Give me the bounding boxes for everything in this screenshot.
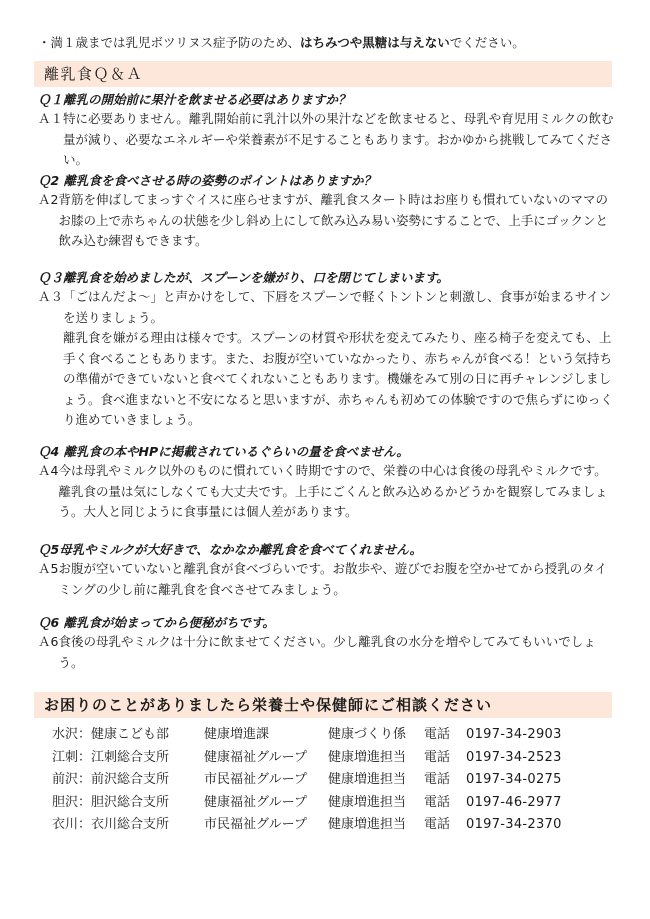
contact-row (52, 814, 606, 837)
contact-group: 健康増進課 (204, 727, 270, 742)
answer-label: Ａ5 (38, 561, 59, 576)
contact-unit: 健康増進担当 (328, 749, 407, 765)
contact-group: 健康福祉グループ (204, 794, 307, 810)
answer-text: 「ごはんだよ～」と声かけをして、下唇をスプーンで軽くトントンと刺激し、食事が始まるサインを送りましょう。 (63, 289, 612, 325)
contact-row (52, 747, 606, 770)
contact-tel: 0197-34-2370 (466, 817, 562, 832)
contact-tel-label: 電話 (424, 727, 451, 742)
answer (38, 190, 616, 252)
answer (38, 461, 616, 523)
question: Ｑ３離乳食を始めましたが、スプーンを嫌がり、口を閉じてしまいます。 (38, 270, 449, 285)
question: Ｑ2 離乳食を食べさせる時の姿勢のポイントはありますか？ (38, 173, 377, 188)
contact-unit: 健康づくり係 (328, 727, 407, 742)
qa-item (38, 91, 616, 171)
answer (38, 109, 616, 171)
contact-office: 前沢：前沢総合支所 (52, 772, 170, 787)
contact-list (52, 724, 606, 837)
answer-label: Ａ2 (38, 192, 59, 207)
qa-item (38, 443, 616, 523)
contact-unit: 健康増進担当 (328, 794, 407, 810)
answer (38, 632, 616, 673)
question: Ｑ4 離乳食の本やHPに掲載されているぐらいの量を食べません。 (38, 444, 409, 459)
answer-label: Ａ6 (38, 634, 59, 649)
contact-tel-label: 電話 (424, 794, 451, 810)
question: Ｑ１離乳の開始前に果汁を飲ませる必要はありますか？ (38, 92, 351, 107)
contact-row (52, 792, 606, 815)
contact-heading: お困りのことがありましたら栄養士や保健師にご相談ください (44, 696, 493, 714)
answer-text: 特に必要ありません。離乳開始前に乳汁以外の果汁などを飲ませると、母乳や育児用ミルクの飲む量が減り、必要なエネルギーや栄養素が不足することもあります。おかゆから挑戦してみてください。 (63, 111, 614, 167)
contact-row (52, 724, 606, 747)
qa-heading-band (34, 61, 612, 87)
contact-heading-band (34, 692, 612, 718)
question: Ｑ5母乳やミルクが大好きで、なかなか離乳食を食べてくれません。 (38, 542, 422, 557)
contact-office: 水沢：健康こども部 (52, 727, 170, 742)
contact-group: 市民福祉グループ (204, 817, 307, 832)
contact-office: 江刺：江刺総合支所 (52, 749, 170, 765)
contact-tel: 0197-46-2977 (466, 794, 562, 810)
contact-tel: 0197-34-2903 (466, 727, 562, 742)
answer-text: 背筋を伸ばしてまっすぐイスに座らせますが、離乳食スタート時はお座りも慣れていないのママのお膝の上で赤ちゃんの状態を少し斜め上にして飲み込み易い姿勢にすることで、上手にゴックンと飲み込む練習もできます。 (58, 192, 608, 248)
contact-unit: 健康増進担当 (328, 817, 407, 832)
question: Ｑ6 離乳食が始まってから便秘がちです。 (38, 615, 275, 630)
qa-item (38, 614, 616, 673)
answer-label: Ａ３ (38, 289, 64, 304)
contact-group: 市民福祉グループ (204, 772, 307, 787)
answer-text: 今は母乳やミルク以外のものに慣れていく時期ですので、栄養の中心は食後の母乳やミルクです。離乳食の量は気にしなくても大丈夫です。上手にごくんと飲み込めるかどうかを観察してみましょう。大人と同じように食事量には個人差があります。 (58, 463, 608, 519)
note-prefix: ・満１歳までは乳児ボツリヌス症予防のため、 (38, 35, 301, 50)
contact-tel: 0197-34-0275 (466, 772, 562, 787)
contact-tel: 0197-34-2523 (466, 749, 562, 765)
answer-text: お腹が空いていないと離乳食が食べづらいです。お散歩や、遊びでお腹を空かせてから授乳のタイミングの少し前に離乳食を食べさせてみましょう。 (58, 561, 607, 597)
qa-heading: 離乳食Ｑ＆Ａ (44, 65, 144, 83)
answer (38, 559, 616, 600)
contact-tel-label: 電話 (424, 749, 451, 765)
answer-label: Ａ4 (38, 463, 59, 478)
note-emphasis: はちみつや黒糖は与えない (300, 35, 450, 50)
contact-row (52, 769, 606, 792)
answer-label: Ａ１ (38, 111, 64, 126)
note-suffix: でください。 (449, 35, 525, 50)
honey-warning-note (38, 34, 628, 52)
answer-text: 食後の母乳やミルクは十分に飲ませてください。少し離乳食の水分を増やしてみてもいいでしょう。 (58, 634, 596, 670)
contact-office: 胆沢：胆沢総合支所 (52, 794, 170, 810)
contact-tel-label: 電話 (424, 772, 451, 787)
qa-item (38, 172, 616, 252)
contact-unit: 健康増進担当 (328, 772, 407, 787)
qa-item (38, 269, 616, 431)
contact-tel-label: 電話 (424, 817, 451, 832)
contact-office: 衣川：衣川総合支所 (52, 817, 170, 832)
contact-group: 健康福祉グループ (204, 749, 307, 765)
answer-text: 離乳食を嫌がる理由は様々です。スプーンの材質や形状を変えてみたり、座る椅子を変えても、上手く食べることもあります。また、お腹が空いていなかったり、赤ちゃんが食べる！という気持ちの準備ができていないと食べてくれないこともあります。機嫌をみて別の日に再チャレンジしましょう。食べ進まないと不安になると思いますが、赤ちゃんも初めての体験ですので焦らずにゆっくり進めていきましょう。 (63, 330, 613, 427)
qa-item (38, 541, 616, 600)
answer (38, 287, 616, 431)
